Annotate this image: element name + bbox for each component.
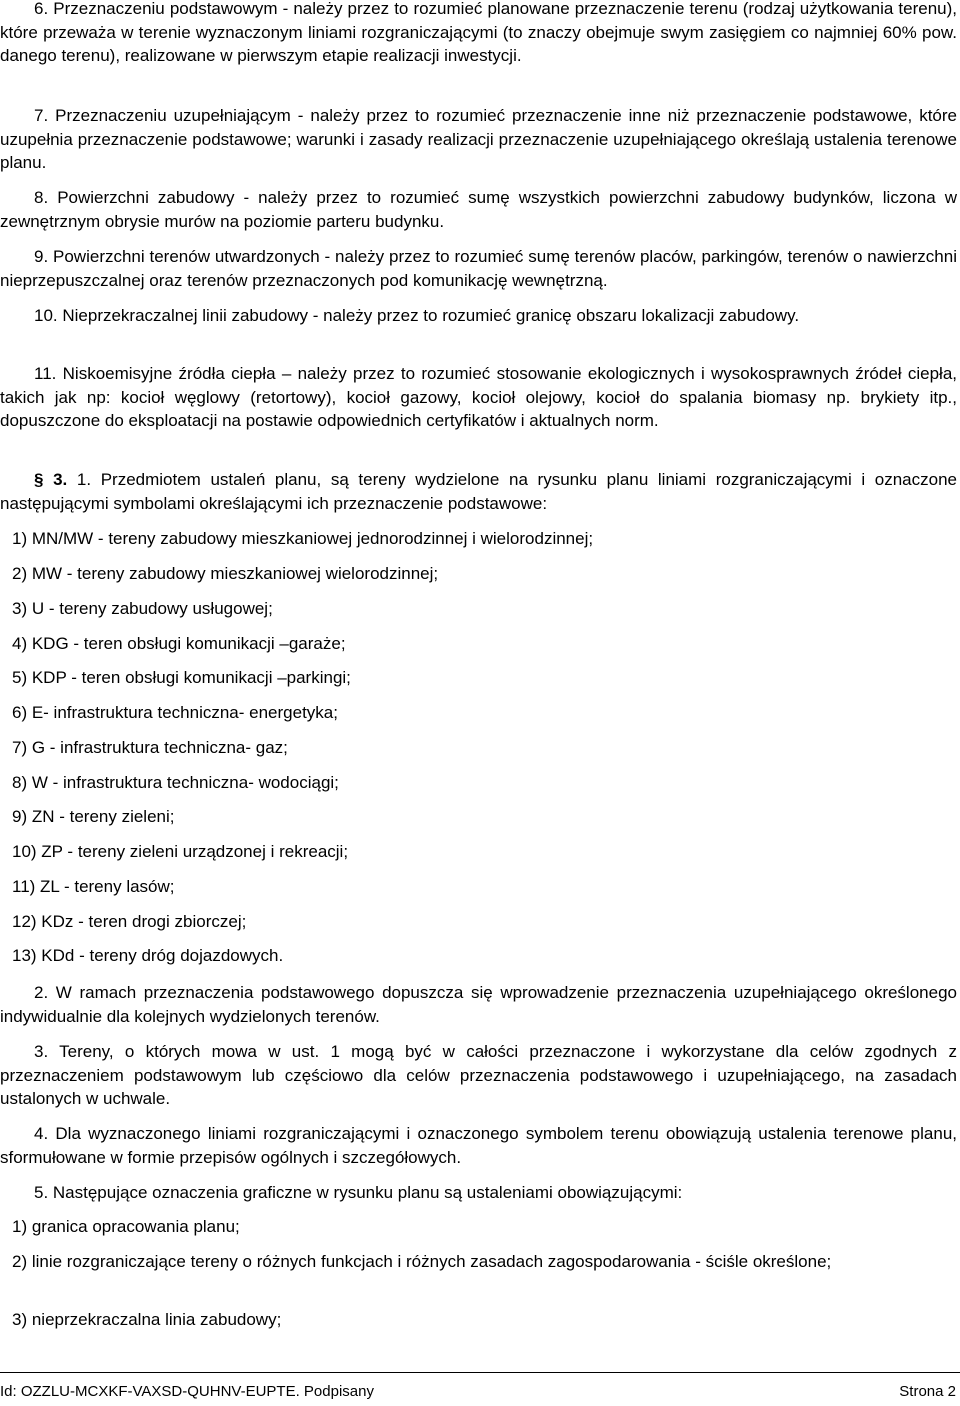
symbol-item: 10) ZP - tereny zieleni urządzonej i rekreacji; (12, 842, 349, 861)
section-3-point-3: 3. Tereny, o których mowa w ust. 1 mogą być w całości przeznaczone i wykorzystane dla celów zgodnych z przeznaczeniem podstawowym lub częściowo dla celów przeznaczenia podstawowego i uzupełniającego, na zasadach ustalonych w uchwale. (0, 1042, 957, 1108)
symbol-item: 7) G - infrastruktura techniczna- gaz; (12, 738, 288, 757)
symbol-item: 13) KDd - tereny dróg dojazdowych. (12, 946, 284, 965)
section-3-point-2: 2. W ramach przeznaczenia podstawowego dopuszcza się wprowadzenie przeznaczenia uzupełniającego określonego indywidualnie dla kolejnych wydzielonych terenów. (0, 983, 957, 1026)
footer-divider (0, 1372, 960, 1373)
symbol-item: 4) KDG - teren obsługi komunikacji –garaże; (12, 634, 346, 653)
definition-8: 8. Powierzchni zabudowy - należy przez to rozumieć sumę wszystkich powierzchni zabudowy budynków, liczona w zewnętrznym obrysie murów na poziomie parteru budynku. (0, 188, 957, 231)
symbol-item: 9) ZN - tereny zieleni; (12, 807, 175, 826)
symbol-item: 6) E- infrastruktura techniczna- energetyka; (12, 703, 338, 722)
definition-9: 9. Powierzchni terenów utwardzonych - należy przez to rozumieć sumę terenów placów, parkingów, terenów o nawierzchni nieprzepuszczalnej oraz terenów przeznaczonych pod komunikację wewnętrzną. (0, 247, 957, 290)
definition-6: 6. Przeznaczeniu podstawowym - należy przez to rozumieć planowane przeznaczenie terenu (rodzaj użytkowania terenu), które przeważa w terenie wyznaczonym liniami rozgraniczającymi (to znaczy obejmuje swym zasięgiem co najmniej 60% pow. danego terenu), realizowane w pierwszym etapie realizacji inwestycji. (0, 0, 957, 65)
symbol-item: 3) U - tereny zabudowy usługowej; (12, 599, 273, 618)
definition-11: 11. Niskoemisyjne źródła ciepła – należy przez to rozumieć stosowanie ekologicznych i wysokosprawnych źródeł ciepła, takich jak np: kocioł węglowy (retortowy), kocioł gazowy, kocioł olejowy, kocioł do spalania biomasy np. brykiety itp., dopuszczone do eksploatacji na postawie odpowiednich certyfikatów i aktualnych norm. (0, 364, 957, 430)
section-3-point-4: 4. Dla wyznaczonego liniami rozgraniczającymi i oznaczonego symbolem terenu obowiązują ustalenia terenowe planu, sformułowane w formie przepisów ogólnych i szczegółowych. (0, 1124, 957, 1167)
section-3-point-5: 5. Następujące oznaczenia graficzne w rysunku planu są ustaleniami obowiązującymi: (34, 1183, 683, 1202)
symbol-item: 12) KDz - teren drogi zbiorczej; (12, 912, 247, 931)
definition-10: 10. Nieprzekraczalnej linii zabudowy - należy przez to rozumieć granicę obszaru lokalizacji zabudowy. (34, 306, 800, 325)
symbol-item: 2) MW - tereny zabudowy mieszkaniowej wielorodzinnej; (12, 564, 439, 583)
symbol-item: 5) KDP - teren obsługi komunikacji –parkingi; (12, 668, 351, 687)
section-3-label: § 3. (34, 470, 68, 489)
marking-item: 1) granica opracowania planu; (12, 1217, 240, 1236)
marking-item: 3) nieprzekraczalna linia zabudowy; (12, 1310, 282, 1329)
symbol-item: 1) MN/MW - tereny zabudowy mieszkaniowej jednorodzinnej i wielorodzinnej; (12, 529, 594, 548)
symbol-item: 8) W - infrastruktura techniczna- wodociągi; (12, 773, 339, 792)
marking-item: 2) linie rozgraniczające tereny o różnych funkcjach i różnych zasadach zagospodarowania - ściśle określone; (12, 1252, 832, 1271)
definition-7: 7. Przeznaczeniu uzupełniającym - należy przez to rozumieć przeznaczenie inne niż przeznaczenie podstawowe, które uzupełnia przeznaczenie podstawowe; warunki i zasady realizacji przeznaczenie uzupełniającego określają ustalenia terenowe planu. (0, 106, 957, 172)
section-3-intro (0, 468, 957, 515)
page-number: Strona 2 (899, 1383, 956, 1400)
document-id: Id: OZZLU-MCXKF-VAXSD-QUHNV-EUPTE. Podpisany (0, 1383, 374, 1400)
section-3-intro-text: 1. Przedmiotem ustaleń planu, są tereny wydzielone na rysunku planu liniami rozgraniczającymi i oznaczone następującymi symbolami określającymi ich przeznaczenie podstawowe: (0, 470, 957, 513)
symbol-item: 11) ZL - tereny lasów; (12, 877, 175, 896)
